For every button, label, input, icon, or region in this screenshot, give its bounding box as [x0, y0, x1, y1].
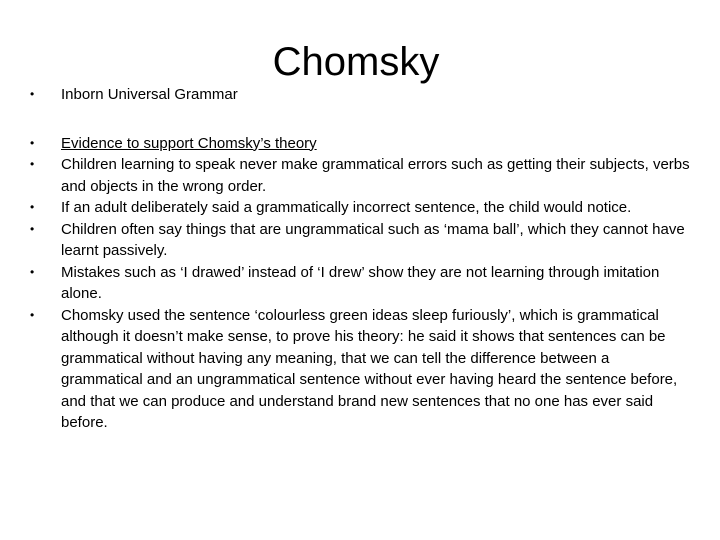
- bullet-text: If an adult deliberately said a grammatically incorrect sentence, the child would notice.: [61, 199, 632, 216]
- bullet-text: Children learning to speak never make grammatical errors such as getting their subjects, verbs and objects in the wrong order.: [61, 156, 690, 195]
- bullet-item-universal-grammar: [30, 84, 690, 106]
- bullet-item-colourless-green-ideas: [30, 305, 690, 434]
- bullet-icon: •: [30, 87, 35, 101]
- slide-title: Chomsky: [272, 40, 440, 84]
- bullet-item-no-word-order-errors: [30, 154, 690, 197]
- bullet-icon: •: [30, 307, 35, 322]
- bullet-list: [30, 84, 690, 434]
- bullet-text: Children often say things that are ungrammatical such as ‘mama ball’, which they cannot have learnt passively.: [61, 220, 685, 259]
- bullet-icon: •: [30, 200, 35, 214]
- bullet-icon: •: [30, 135, 35, 150]
- bullet-item-evidence-heading: [30, 133, 690, 155]
- bullet-text: Chomsky used the sentence ‘colourless green ideas sleep furiously’, which is grammatical although it doesn’t make sense, to prove his theory: he said it shows that sentences can be grammatical without having any meaning, that we can tell the difference between a grammatical and an ungrammatical sentence without ever having heard the sentence before, and that we can produce and understand brand new sentences that no one has ever said before.: [61, 306, 678, 431]
- bullet-text: Inborn Universal Grammar: [61, 86, 238, 103]
- bullet-item-child-would-notice: [30, 197, 690, 219]
- bullet-icon: •: [30, 157, 35, 171]
- bullet-icon: •: [30, 221, 35, 236]
- bullet-text: Evidence to support Chomsky’s theory: [61, 134, 317, 152]
- bullet-text: Mistakes such as ‘I drawed’ instead of ‘I drew’ show they are not learning through imitation alone.: [61, 263, 660, 302]
- bullet-item-i-drawed: [30, 262, 690, 305]
- bullet-item-mama-ball: [30, 219, 690, 262]
- bullet-icon: •: [30, 264, 35, 279]
